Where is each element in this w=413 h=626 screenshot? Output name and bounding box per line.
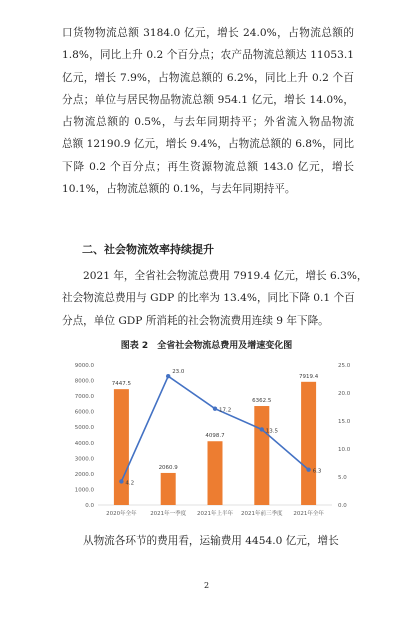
left-tick-label: 9000.0 (74, 363, 94, 369)
left-tick-label: 7000.0 (74, 394, 94, 401)
growth-value-label: 17.2 (219, 407, 232, 414)
growth-point (119, 479, 123, 483)
section-heading: 二、社会物流效率持续提升 (82, 243, 214, 256)
paragraph-line: 亿元，增长 7.9%，占物流总额的 6.2%，同比上升 0.2 个百 (62, 71, 354, 84)
paragraph-line: 占物流总额的 0.5%，与去年同期持平；外省流入物品物流 (62, 116, 354, 129)
left-tick-label: 3000.0 (74, 456, 94, 463)
growth-value-label: 23.0 (172, 369, 185, 376)
bar (208, 441, 223, 505)
paragraph-line: 分点，单位 GDP 所消耗的社会物流费用连续 9 年下降。 (62, 314, 329, 327)
right-tick-label: 10.0 (338, 447, 351, 453)
category-label: 2021年前三季度 (241, 511, 283, 517)
growth-value-label: 6.3 (312, 468, 322, 475)
growth-point (306, 468, 310, 472)
bar-value-label: 7919.4 (298, 373, 319, 380)
growth-value-label: 13.5 (265, 428, 279, 435)
figure-title: 图表 2 全省社会物流总费用及增速变化图 (120, 341, 293, 351)
paragraph-line: 从物流各环节的费用看，运输费用 4454.0 亿元，增长 (83, 535, 339, 547)
bar-value-label: 4098.7 (205, 433, 225, 440)
left-tick-label: 2000.0 (74, 471, 94, 478)
right-tick-label: 5.0 (338, 475, 347, 481)
page-number: 2 (203, 581, 210, 590)
right-tick-label: 0.0 (338, 503, 347, 509)
left-tick-label: 4000.0 (74, 440, 94, 447)
category-label: 2021年上半年 (197, 511, 233, 517)
bar (114, 389, 129, 505)
body-paragraph-2 (62, 265, 368, 332)
left-tick-label: 0.0 (85, 503, 94, 509)
paragraph-line: 分点；单位与居民物品物流总额 954.1 亿元，增长 14.0%， (62, 93, 354, 106)
paragraph-line: 1.8%，同比上升 0.2 个百分点；农产品物流总额达 11053.1 (62, 49, 354, 62)
bar-value-label: 6362.5 (252, 398, 272, 405)
paragraph-line: 社会物流总费用与 GDP 的比率为 13.4%，同比下降 0.1 个百 (62, 292, 355, 305)
left-tick-label: 1000.0 (74, 487, 94, 494)
left-tick-label: 8000.0 (74, 378, 94, 385)
body-paragraph-1 (62, 22, 354, 200)
bar (254, 406, 269, 505)
bar (301, 382, 316, 505)
paragraph-line: 2021 年，全省社会物流总费用 7919.4 亿元，增长 6.3%， (83, 270, 368, 282)
body-paragraph-3 (62, 530, 354, 552)
bar (161, 473, 176, 505)
bar-value-label: 2060.9 (158, 464, 178, 471)
paragraph-line: 下降 0.2 个百分点；再生资源物流总额 143.0 亿元，增长 (62, 160, 354, 173)
logistics-cost-chart (60, 357, 360, 517)
right-tick-label: 20.0 (338, 391, 351, 397)
growth-point (213, 406, 217, 410)
paragraph-line: 总额 12190.9 亿元，增长 9.4%，占物流总额的 6.8%，同比 (62, 138, 354, 151)
growth-value-label: 4.2 (125, 480, 135, 487)
right-tick-label: 15.0 (338, 419, 351, 425)
bar-value-label: 7447.5 (111, 381, 132, 388)
category-label: 2021年一季度 (150, 511, 187, 517)
left-tick-label: 5000.0 (74, 425, 94, 432)
category-label: 2021年全年 (293, 511, 324, 517)
growth-point (260, 427, 264, 431)
paragraph-line: 10.1%，占物流总额的 0.1%，与去年同期持平。 (62, 183, 296, 196)
category-label: 2020年全年 (106, 511, 137, 517)
right-tick-label: 25.0 (338, 363, 351, 369)
paragraph-line: 口货物物流总额 3184.0 亿元，增长 24.0%，占物流总额的 (62, 27, 354, 39)
growth-point (166, 374, 170, 378)
left-tick-label: 6000.0 (74, 409, 94, 416)
